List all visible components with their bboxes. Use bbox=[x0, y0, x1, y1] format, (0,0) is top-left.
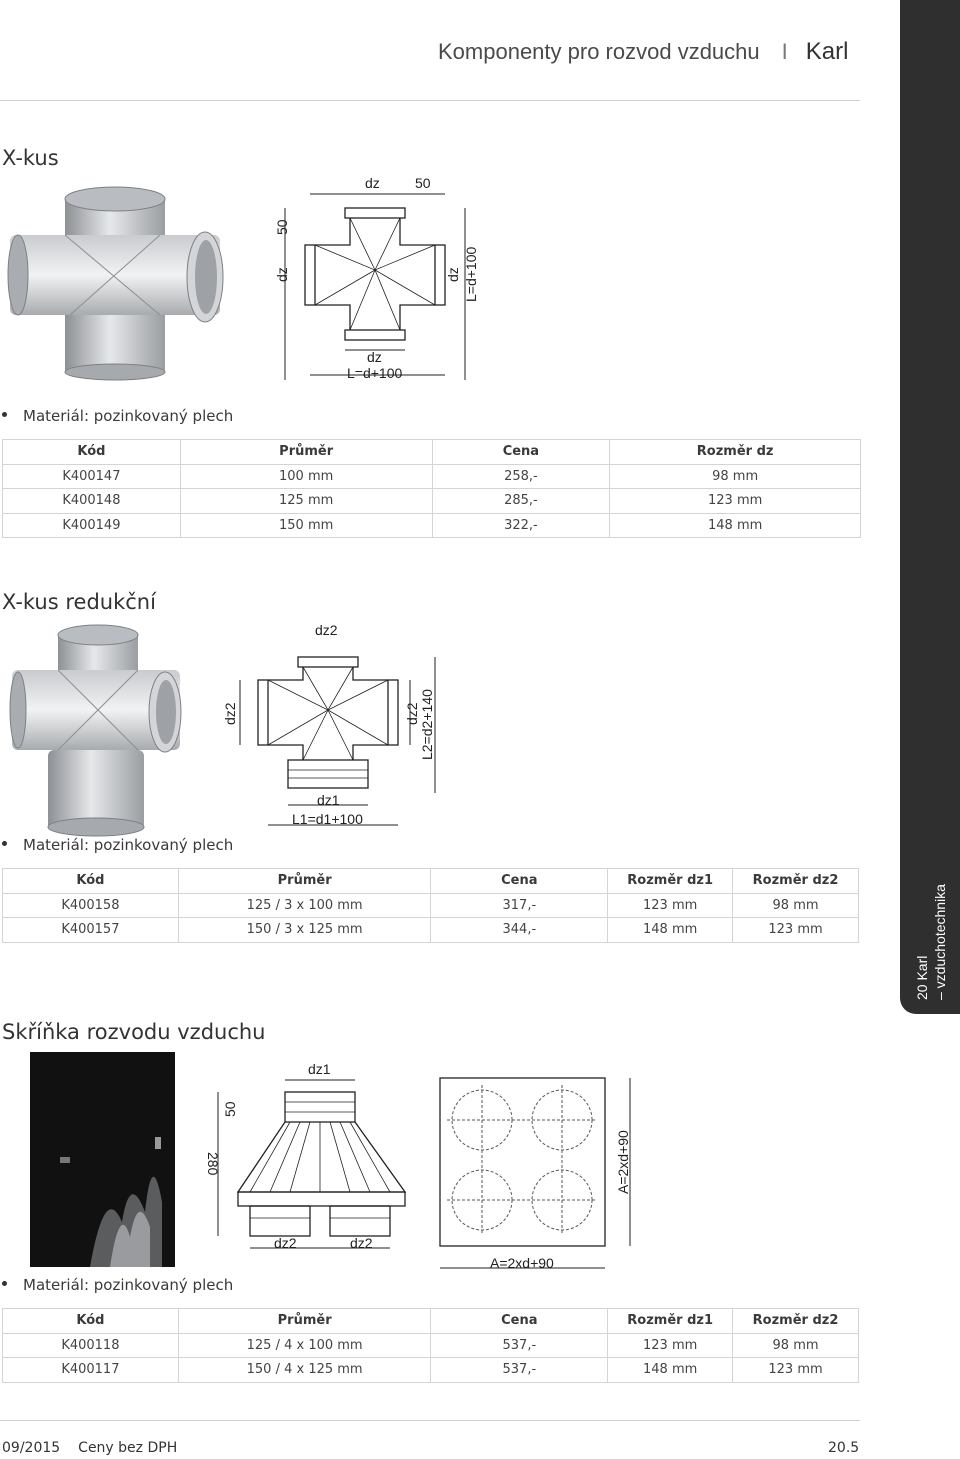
table-cell: 537,- bbox=[431, 1333, 608, 1358]
table-cell: 123 mm bbox=[733, 1358, 859, 1383]
header-divider bbox=[0, 100, 860, 101]
x-kus-redukcni-label-right-dz2: dz2 bbox=[404, 702, 420, 725]
footer-divider bbox=[0, 1420, 860, 1421]
table-cell: 317,- bbox=[431, 893, 608, 918]
x-kus-label-top-dz: dz bbox=[365, 175, 380, 191]
x-kus-photo bbox=[0, 185, 240, 385]
table-cell: 148 mm bbox=[608, 1358, 733, 1383]
skrinka-label-bottom-dz2-a: dz2 bbox=[274, 1235, 297, 1251]
skrinka-diagram bbox=[190, 1052, 420, 1257]
table-cell: 150 mm bbox=[180, 513, 432, 538]
x-kus-label-top-50: 50 bbox=[415, 175, 431, 191]
page-number: 20.5 bbox=[828, 1440, 860, 1456]
column-header: Rozměr dz1 bbox=[608, 869, 733, 894]
header-title: Komponenty pro rozvod vzduchu bbox=[438, 39, 760, 64]
table-cell: K400149 bbox=[3, 513, 181, 538]
table-cell: K400147 bbox=[3, 464, 181, 489]
table-cell: 285,- bbox=[432, 489, 610, 514]
table-row bbox=[3, 918, 859, 943]
x-kus-label-bottom-l: L=d+100 bbox=[347, 365, 403, 381]
column-header: Kód bbox=[3, 440, 181, 465]
skrinka-top-view-diagram bbox=[430, 1070, 640, 1275]
x-kus-label-right-dz: dz bbox=[445, 267, 461, 282]
x-kus-redukcni-label-left-dz2: dz2 bbox=[222, 702, 238, 725]
table-cell: 98 mm bbox=[733, 893, 859, 918]
table-header-row bbox=[3, 869, 859, 894]
header-brand: Karl bbox=[805, 38, 849, 65]
x-kus-redukcni-label-top-dz2: dz2 bbox=[315, 622, 338, 638]
x-kus-label-left-dz: dz bbox=[274, 267, 290, 282]
x-kus-diagram bbox=[270, 170, 490, 385]
skrinka-label-right-a: A=2xd+90 bbox=[615, 1130, 631, 1194]
x-kus-label-left-50: 50 bbox=[274, 219, 290, 235]
section-title-x-kus-redukcni: X-kus redukční bbox=[2, 590, 156, 614]
table-row bbox=[3, 1333, 859, 1358]
x-kus-table bbox=[2, 439, 861, 538]
table-cell: 258,- bbox=[432, 464, 610, 489]
table-cell: 98 mm bbox=[733, 1333, 859, 1358]
x-kus-redukcni-photo bbox=[0, 620, 200, 840]
table-row bbox=[3, 464, 861, 489]
bullet-icon bbox=[2, 1281, 7, 1286]
skrinka-label-left-50: 50 bbox=[222, 1101, 238, 1117]
page-header bbox=[438, 38, 848, 66]
table-cell: 100 mm bbox=[180, 464, 432, 489]
x-kus-label-bottom-dz: dz bbox=[367, 349, 382, 365]
section-title-x-kus: X-kus bbox=[2, 146, 59, 170]
table-cell: 125 / 3 x 100 mm bbox=[178, 893, 431, 918]
bullet-icon bbox=[2, 412, 7, 417]
x-kus-material: Materiál: pozinkovaný plech bbox=[2, 407, 233, 425]
footer-left bbox=[2, 1440, 177, 1456]
column-header: Průměr bbox=[180, 440, 432, 465]
table-cell: K400118 bbox=[3, 1333, 179, 1358]
column-header: Kód bbox=[3, 1309, 179, 1334]
table-row bbox=[3, 1358, 859, 1383]
skrinka-label-left-280: 280 bbox=[205, 1152, 221, 1176]
column-header: Kód bbox=[3, 869, 179, 894]
table-cell: 125 / 4 x 100 mm bbox=[178, 1333, 431, 1358]
footer-note: Ceny bez DPH bbox=[78, 1440, 178, 1456]
skrinka-label-top-dz1: dz1 bbox=[308, 1061, 331, 1077]
footer-date: 09/2015 bbox=[2, 1440, 61, 1456]
table-cell: 537,- bbox=[431, 1358, 608, 1383]
column-header: Průměr bbox=[178, 869, 431, 894]
table-cell: 344,- bbox=[431, 918, 608, 943]
x-kus-redukcni-label-bottom-l1: L1=d1+100 bbox=[292, 811, 363, 827]
x-kus-redukcni-diagram bbox=[210, 615, 450, 830]
x-kus-redukcni-table bbox=[2, 868, 859, 943]
bullet-icon bbox=[2, 841, 7, 846]
table-row bbox=[3, 489, 861, 514]
table-cell: 98 mm bbox=[610, 464, 861, 489]
column-header: Cena bbox=[432, 440, 610, 465]
x-kus-label-right-l: L=d+100 bbox=[463, 246, 479, 302]
skrinka-material: Materiál: pozinkovaný plech bbox=[2, 1276, 233, 1294]
table-cell: 148 mm bbox=[608, 918, 733, 943]
x-kus-redukcni-label-right-l2: L2=d2+140 bbox=[419, 689, 435, 760]
column-header: Rozměr dz2 bbox=[733, 1309, 859, 1334]
column-header: Průměr bbox=[178, 1309, 431, 1334]
table-cell: 123 mm bbox=[608, 1333, 733, 1358]
skrinka-table bbox=[2, 1308, 859, 1383]
header-separator: I bbox=[781, 39, 788, 64]
table-cell: K400148 bbox=[3, 489, 181, 514]
skrinka-label-bottom-dz2-b: dz2 bbox=[350, 1235, 373, 1251]
table-cell: K400117 bbox=[3, 1358, 179, 1383]
skrinka-label-bottom-a: A=2xd+90 bbox=[490, 1255, 554, 1271]
column-header: Cena bbox=[431, 1309, 608, 1334]
column-header: Rozměr dz2 bbox=[733, 869, 859, 894]
table-cell: 123 mm bbox=[610, 489, 861, 514]
table-cell: 148 mm bbox=[610, 513, 861, 538]
side-tab bbox=[900, 0, 960, 1014]
table-cell: 322,- bbox=[432, 513, 610, 538]
section-title-skrinka: Skříňka rozvodu vzduchu bbox=[2, 1020, 266, 1044]
table-cell: K400157 bbox=[3, 918, 179, 943]
side-tab-label-line2: – vzduchotechnika bbox=[932, 884, 948, 1000]
x-kus-redukcni-material: Materiál: pozinkovaný plech bbox=[2, 836, 233, 854]
table-header-row bbox=[3, 440, 861, 465]
table-header-row bbox=[3, 1309, 859, 1334]
skrinka-photo bbox=[30, 1052, 175, 1267]
column-header: Rozměr dz bbox=[610, 440, 861, 465]
table-cell: 150 / 4 x 125 mm bbox=[178, 1358, 431, 1383]
table-cell: 123 mm bbox=[608, 893, 733, 918]
table-row bbox=[3, 513, 861, 538]
x-kus-redukcni-label-bottom-dz1: dz1 bbox=[317, 792, 340, 808]
table-cell: 123 mm bbox=[733, 918, 859, 943]
side-tab-label-line1: 20 Karl bbox=[914, 955, 930, 1000]
side-tab-label bbox=[913, 884, 949, 1000]
table-cell: 125 mm bbox=[180, 489, 432, 514]
column-header: Rozměr dz1 bbox=[608, 1309, 733, 1334]
table-row bbox=[3, 893, 859, 918]
table-cell: 150 / 3 x 125 mm bbox=[178, 918, 431, 943]
table-cell: K400158 bbox=[3, 893, 179, 918]
column-header: Cena bbox=[431, 869, 608, 894]
